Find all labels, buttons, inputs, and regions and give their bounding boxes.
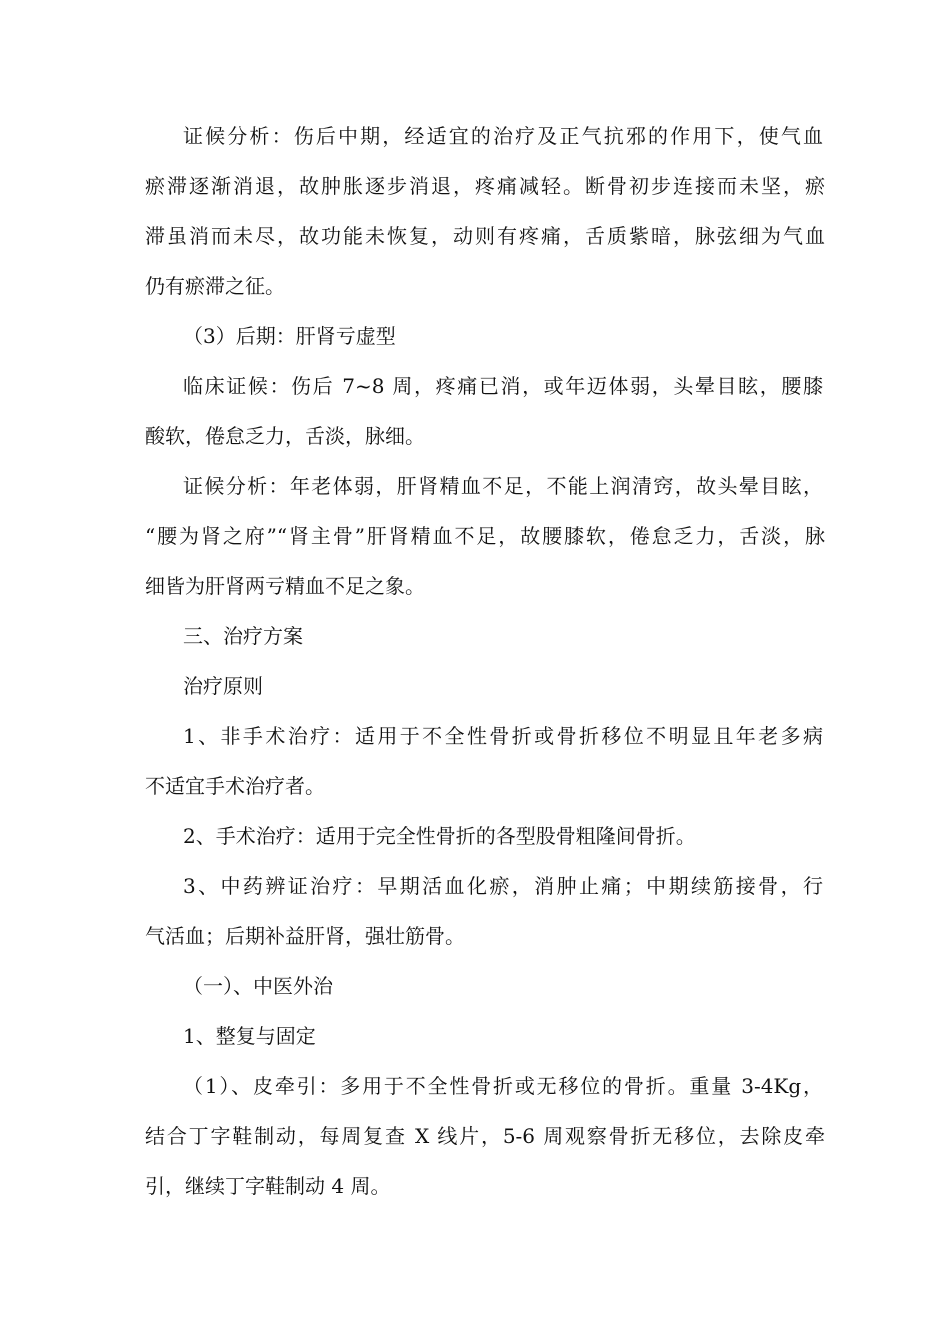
paragraph-line: 证候分析：年老体弱，肝肾精血不足，不能上润清窍，故头晕目眩， bbox=[183, 474, 823, 498]
paragraph-line: 酸软，倦怠乏力，舌淡，脉细。 bbox=[145, 424, 425, 448]
section-heading: （一）、中医外治 bbox=[183, 974, 333, 998]
paragraph-line: 瘀滞逐渐消退，故肿胀逐步消退，疼痛减轻。断骨初步连接而未坚，瘀 bbox=[145, 174, 825, 198]
paragraph-line: 仍有瘀滞之征。 bbox=[145, 274, 285, 298]
subsection-heading: 1、整复与固定 bbox=[183, 1024, 316, 1048]
section-heading: 三、治疗方案 bbox=[183, 624, 303, 648]
list-item-line: 2、手术治疗：适用于完全性骨折的各型股骨粗隆间骨折。 bbox=[183, 824, 696, 848]
paragraph-line: 滞虽消而未尽，故功能未恢复，动则有疼痛，舌质紫暗，脉弦细为气血 bbox=[145, 224, 825, 248]
list-item-line: 3、中药辨证治疗：早期活血化瘀，消肿止痛；中期续筋接骨，行 bbox=[183, 874, 823, 898]
paragraph-line: 证候分析：伤后中期，经适宜的治疗及正气抗邪的作用下，使气血 bbox=[183, 124, 823, 148]
list-item-line: 1、非手术治疗：适用于不全性骨折或骨折移位不明显且年老多病 bbox=[183, 724, 823, 748]
list-item-line: 不适宜手术治疗者。 bbox=[145, 774, 325, 798]
subsection-heading: 治疗原则 bbox=[183, 674, 263, 698]
paragraph-line: 结合丁字鞋制动，每周复查 X 线片，5-6 周观察骨折无移位，去除皮牵 bbox=[145, 1124, 825, 1148]
paragraph-line: 细皆为肝肾两亏精血不足之象。 bbox=[145, 574, 425, 598]
paragraph-line: 引，继续丁字鞋制动 4 周。 bbox=[145, 1174, 391, 1198]
section-heading: （3）后期：肝肾亏虚型 bbox=[183, 324, 396, 348]
paragraph-line: （1）、皮牵引：多用于不全性骨折或无移位的骨折。重量 3-4Kg， bbox=[183, 1074, 823, 1098]
paragraph-line: 临床证候：伤后 7~8 周，疼痛已消，或年迈体弱，头晕目眩，腰膝 bbox=[183, 374, 823, 398]
paragraph-line: “腰为肾之府”“肾主骨”肝肾精血不足，故腰膝软，倦怠乏力，舌淡，脉 bbox=[145, 524, 825, 548]
list-item-line: 气活血；后期补益肝肾，强壮筋骨。 bbox=[145, 924, 465, 948]
